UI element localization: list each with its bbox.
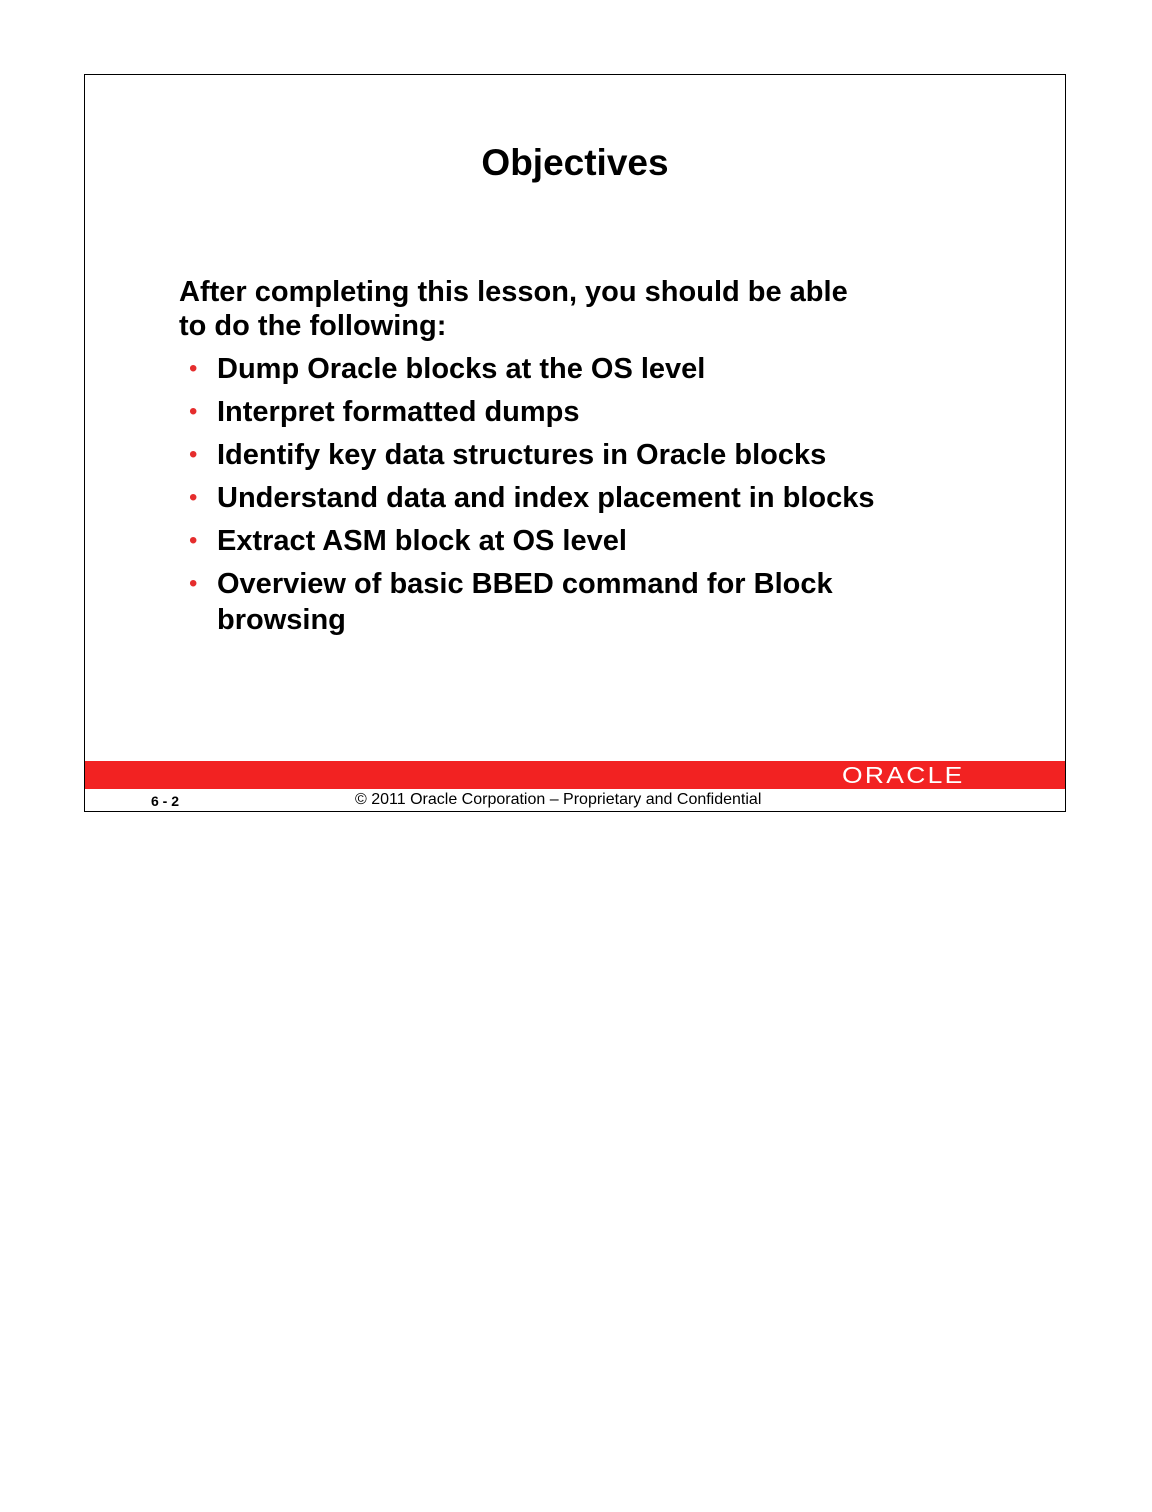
bullet-icon: • bbox=[189, 570, 198, 597]
objectives-list bbox=[189, 351, 949, 645]
intro-line-2: to do the following: bbox=[179, 310, 447, 342]
page-number: 6 - 2 bbox=[151, 793, 180, 809]
bullet-icon: • bbox=[189, 398, 198, 425]
bullet-text: Dump Oracle blocks at the OS level bbox=[217, 353, 706, 385]
bullet-text: Understand data and index placement in blocks bbox=[217, 482, 875, 514]
intro-line-1: After completing this lesson, you should be able bbox=[179, 276, 848, 308]
bullet-text: Interpret formatted dumps bbox=[217, 396, 580, 428]
intro-text bbox=[179, 275, 939, 343]
bullet-icon: • bbox=[189, 527, 198, 554]
bullet-text: Identify key data structures in Oracle blocks bbox=[217, 439, 827, 471]
slide-frame bbox=[84, 74, 1066, 812]
footer-red-bar bbox=[85, 761, 1065, 789]
list-item bbox=[189, 480, 949, 516]
slide-title: Objectives bbox=[481, 142, 669, 183]
list-item bbox=[189, 351, 949, 387]
bullet-text: Overview of basic BBED command for Block browsing bbox=[217, 568, 833, 636]
list-item bbox=[189, 523, 949, 559]
bullet-icon: • bbox=[189, 484, 198, 511]
list-item bbox=[189, 394, 949, 430]
bullet-icon: • bbox=[189, 355, 198, 382]
bullet-icon: • bbox=[189, 441, 198, 468]
list-item bbox=[189, 437, 949, 473]
bullet-text: Extract ASM block at OS level bbox=[217, 525, 627, 557]
oracle-logo: ORACLE bbox=[842, 762, 965, 788]
copyright-notice: © 2011 Oracle Corporation – Proprietary and Confidential bbox=[355, 791, 762, 808]
list-item bbox=[189, 566, 949, 638]
